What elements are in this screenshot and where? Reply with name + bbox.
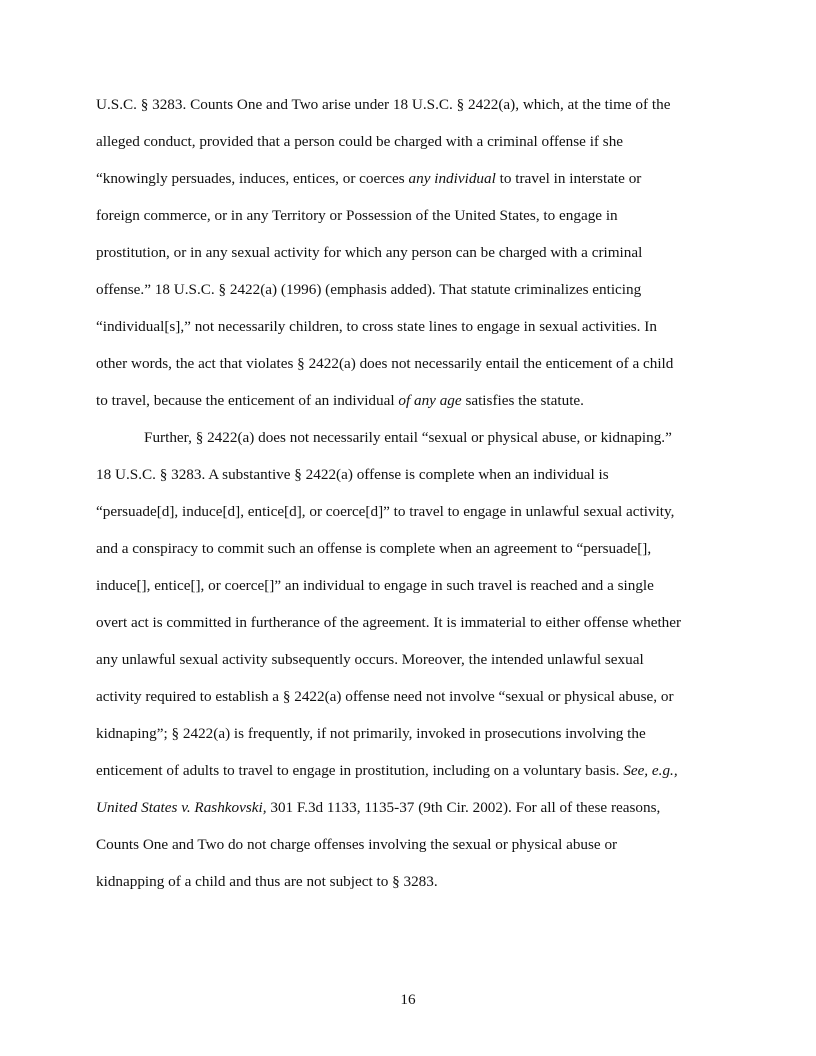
- body-text-line: any unlawful sexual activity subsequently occurs. Moreover, the intended unlawful sexual: [96, 651, 644, 668]
- body-text-line: induce[], entice[], or coerce[]” an individual to engage in such travel is reached and a single: [96, 577, 654, 594]
- body-text-line: to travel, because the enticement of an individual of any age satisfies the statute.: [96, 392, 584, 409]
- body-text-line: alleged conduct, provided that a person could be charged with a criminal offense if she: [96, 133, 624, 150]
- body-text-line: offense.” 18 U.S.C. § 2422(a) (1996) (emphasis added). That statute criminalizes enticing: [96, 281, 642, 298]
- italic-emphasis: of any age: [398, 392, 462, 409]
- case-name: United States v. Rashkovski,: [96, 799, 267, 816]
- citation-signal: See, e.g.,: [623, 762, 678, 779]
- italic-emphasis: any individual: [408, 170, 496, 187]
- body-text-line: and a conspiracy to commit such an offense is complete when an agreement to “persuade[],: [96, 540, 652, 557]
- body-text-line: kidnaping”; § 2422(a) is frequently, if not primarily, invoked in prosecutions involving the: [96, 725, 646, 742]
- body-text-line: kidnapping of a child and thus are not subject to § 3283.: [96, 873, 438, 890]
- paragraph-first-line: Further, § 2422(a) does not necessarily entail “sexual or physical abuse, or kidnaping.”: [144, 429, 672, 446]
- body-text-line: 18 U.S.C. § 3283. A substantive § 2422(a) offense is complete when an individual is: [96, 466, 609, 483]
- body-text-line: foreign commerce, or in any Territory or Possession of the United States, to engage in: [96, 207, 618, 224]
- page-number: 16: [400, 991, 416, 1008]
- body-text-line: Counts One and Two do not charge offenses involving the sexual or physical abuse or: [96, 836, 618, 853]
- body-text-line: prostitution, or in any sexual activity for which any person can be charged with a criminal: [96, 244, 643, 261]
- body-text-line: enticement of adults to travel to engage in prostitution, including on a voluntary basis. See, e.g.,: [96, 762, 678, 779]
- body-text-line: overt act is committed in furtherance of the agreement. It is immaterial to either offense whether: [96, 614, 682, 631]
- body-text-line: United States v. Rashkovski, 301 F.3d 1133, 1135-37 (9th Cir. 2002). For all of these reasons,: [96, 799, 661, 816]
- body-text-line: other words, the act that violates § 2422(a) does not necessarily entail the enticement of a child: [96, 355, 674, 372]
- body-text-line: activity required to establish a § 2422(a) offense need not involve “sexual or physical abuse, or: [96, 688, 674, 705]
- body-text-line: “persuade[d], induce[d], entice[d], or coerce[d]” to travel to engage in unlawful sexual activity,: [96, 503, 675, 520]
- body-text-line: “individual[s],” not necessarily children, to cross state lines to engage in sexual activities. In: [96, 318, 657, 335]
- body-text-line: “knowingly persuades, induces, entices, or coerces any individual to travel in interstate or: [96, 170, 642, 187]
- body-text-line: U.S.C. § 3283. Counts One and Two arise under 18 U.S.C. § 2422(a), which, at the time of the: [96, 96, 671, 113]
